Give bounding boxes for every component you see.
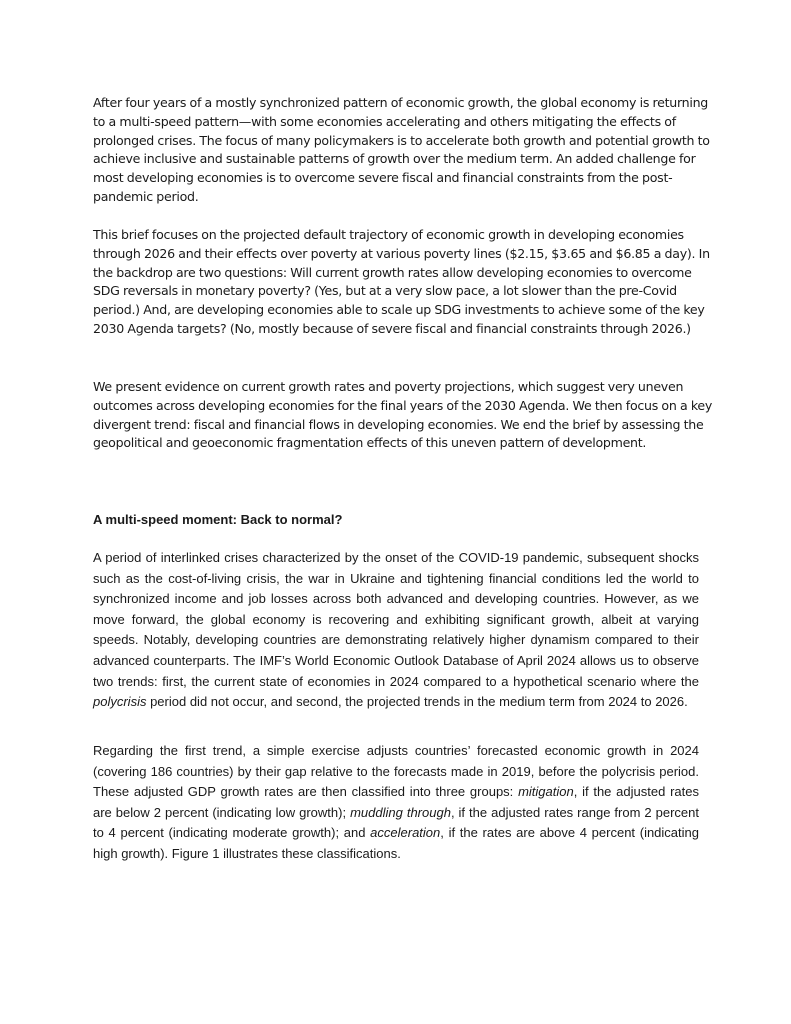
body-paragraph-2-a: Regarding the first trend, a simple exercise adjusts countries’ forecasted economic growth in 2024 (covering 186 countries) by their gap relative to the forecasts made in 2019, before the polycrisis period. These adjusted GDP growth rates are then classified into three groups: <box>93 743 699 800</box>
intro-paragraph-1: After four years of a mostly synchronized pattern of economic growth, the global economy is returning to a multi-speed pattern—with some economies accelerating and others mitigating the effects of prolonged crises. The focus of many policymakers is to accelerate both growth and potential growth to achieve inclusive and sustainable patterns of growth over the medium term. An added challenge for most developing economies is to overcome severe fiscal and financial constraints from the post-pandemic period. <box>93 95 710 204</box>
body-paragraph-1-text: A period of interlinked crises characterized by the onset of the COVID-19 pandemic, subsequent shocks such as the cost-of-living crisis, the war in Ukraine and tightening financial conditions led the world to synchronized income and job losses across both advanced and developing countries. However, as we move forward, the global economy is recovering and exhibiting significant growth, albeit at varying speeds. Notably, developing countries are demonstrating relatively higher dynamism compared to their advanced counterparts. The IMF’s World Economic Outlook Database of April 2024 allows us to observe two trends: first, the current state of economies in 2024 compared to a hypothetical scenario where the <box>93 550 699 689</box>
acceleration-term: acceleration <box>370 825 441 841</box>
body-paragraph-2-b: , if the adjusted rates are below 2 percent (indicating low growth); <box>93 784 699 820</box>
polycrisis-term: polycrisis <box>93 694 147 710</box>
body-paragraph-2-c: , if the adjusted rates range from 2 percent to 4 percent (indicating moderate growth); and <box>93 804 700 841</box>
body-paragraph-2 <box>93 741 699 865</box>
section-heading: A multi-speed moment: Back to normal? <box>93 512 343 527</box>
intro-paragraph-2: This brief focuses on the projected default trajectory of economic growth in developing economies through 2026 and their effects over poverty at various poverty lines ($2.15, $3.65 and $6.85 a day). In the backdrop are two questions: Will current growth rates allow developing economies to overcome SDG reversals in monetary poverty? (Yes, but at a very slow pace, a lot slower than the pre-Covid period.) And, are developing economies able to scale up SDG investments to achieve some of the key 2030 Agenda targets? (No, mostly because of severe fiscal and financial constraints through 2026.) <box>93 227 710 336</box>
intro-paragraph-3: We present evidence on current growth rates and poverty projections, which suggest very uneven outcomes across developing economies for the final years of the 2030 Agenda. We then focus on a key divergent trend: fiscal and financial flows in developing economies. We end the brief by assessing the geopolitical and geoeconomic fragmentation effects of this uneven pattern of development. <box>93 379 713 451</box>
body-paragraph-2-d: , if the rates are above 4 percent (indicating high growth). Figure 1 illustrates these classifications. <box>93 825 699 861</box>
body-paragraph-1 <box>93 548 699 713</box>
muddling-through-term: muddling through <box>350 804 451 820</box>
body-paragraph-1-tail: period did not occur, and second, the projected trends in the medium term from 2024 to 2026. <box>146 694 688 710</box>
mitigation-term: mitigation <box>518 784 574 800</box>
